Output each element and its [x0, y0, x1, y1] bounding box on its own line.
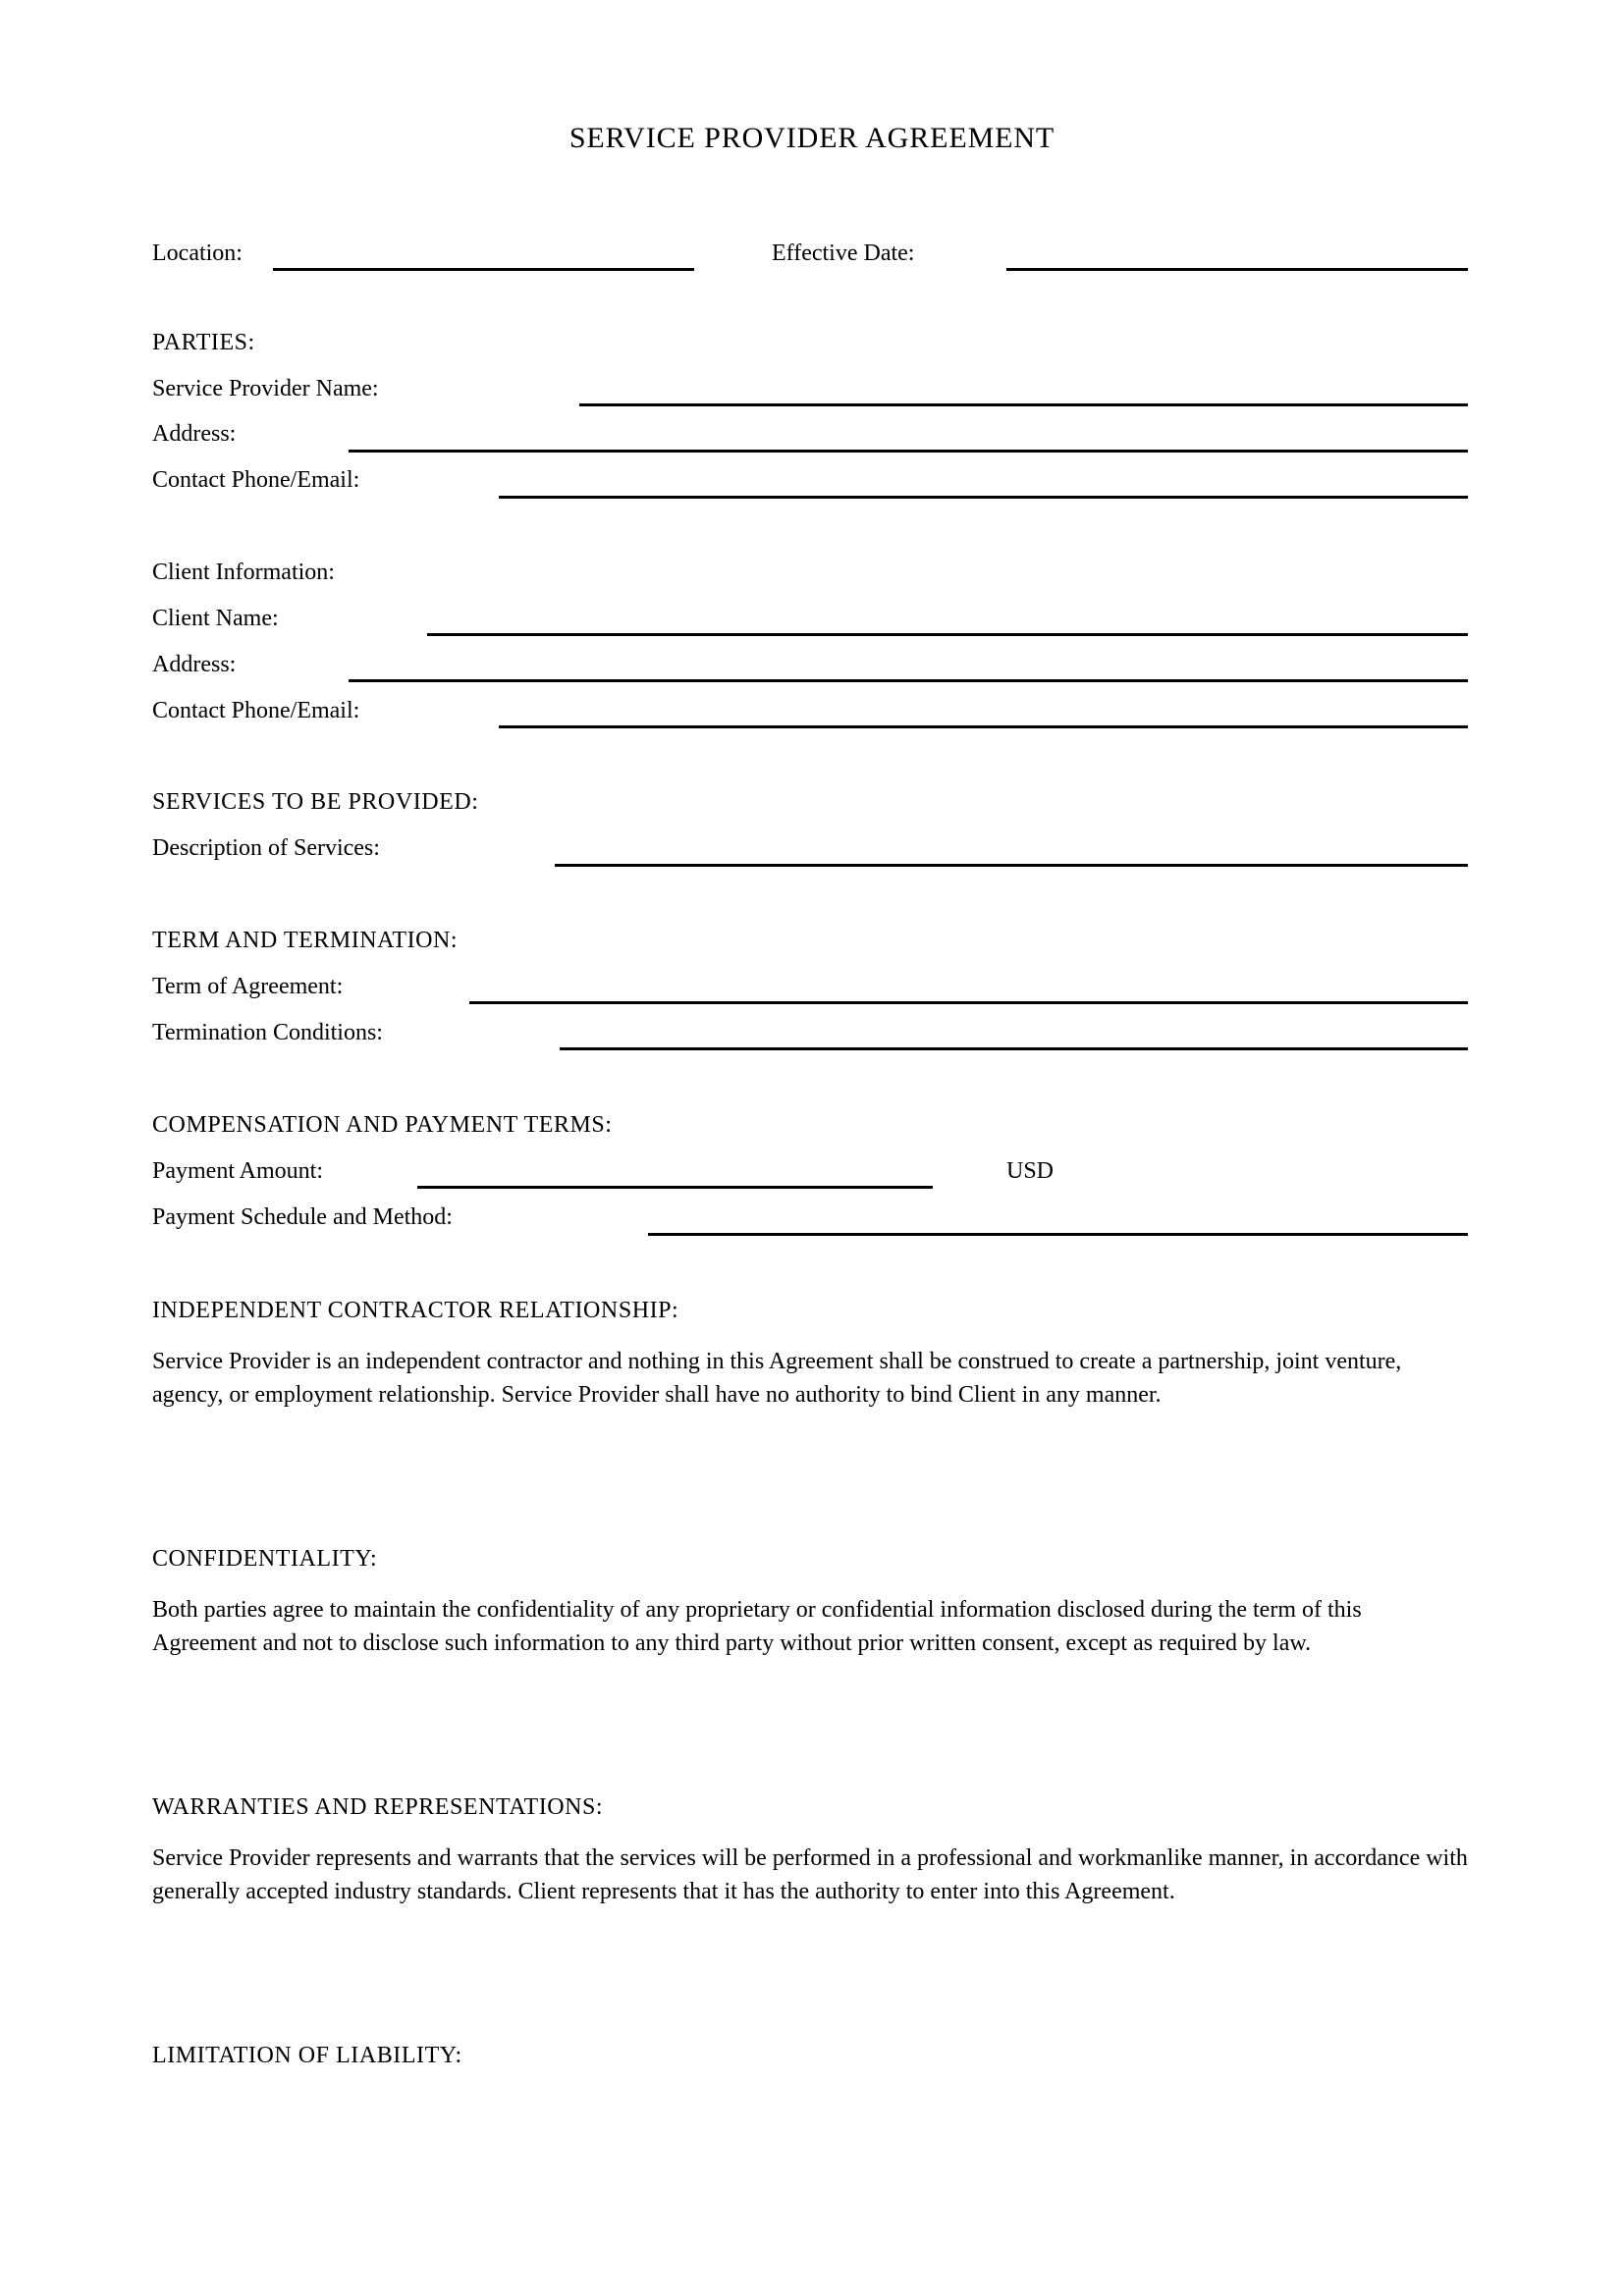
client-name-label: Client Name:: [152, 606, 279, 631]
location-label: Location:: [152, 240, 243, 266]
page-title: SERVICE PROVIDER AGREEMENT: [568, 122, 1056, 154]
provider-name-input-rule[interactable]: [579, 403, 1468, 406]
warranties-body: Service Provider represents and warrants that the services will be performed in a professional and workmanlike manner, in accordance with generally accepted industry standards. Client represents that it has the authority to enter into this Agreement.: [152, 1845, 1468, 1904]
payment-amount-label: Payment Amount:: [152, 1158, 323, 1184]
termination-conditions-label: Termination Conditions:: [152, 1020, 383, 1045]
effective-date-label: Effective Date:: [772, 240, 915, 266]
client-address-input-rule[interactable]: [349, 679, 1468, 682]
section-heading-confidentiality: CONFIDENTIALITY:: [152, 1546, 378, 1572]
client-contact-input-rule[interactable]: [499, 725, 1468, 728]
effective-date-input-rule[interactable]: [1006, 268, 1468, 271]
section-heading-parties: PARTIES:: [152, 330, 255, 355]
description-of-services-input-rule[interactable]: [555, 864, 1468, 867]
provider-address-label: Address:: [152, 421, 237, 447]
client-address-label: Address:: [152, 652, 237, 677]
client-contact-label: Contact Phone/Email:: [152, 698, 360, 723]
section-heading-independent-contractor: INDEPENDENT CONTRACTOR RELATIONSHIP:: [152, 1298, 679, 1323]
term-of-agreement-input-rule[interactable]: [469, 1001, 1468, 1004]
payment-schedule-input-rule[interactable]: [648, 1233, 1468, 1236]
section-heading-compensation: COMPENSATION AND PAYMENT TERMS:: [152, 1112, 613, 1138]
client-name-input-rule[interactable]: [427, 633, 1468, 636]
confidentiality-body: Both parties agree to maintain the confidentiality of any proprietary or confidential information disclosed during the term of this Agreement and not to disclose such information to any third party without prior written consent, except as required by law.: [152, 1597, 1362, 1656]
section-heading-limitation-of-liability: LIMITATION OF LIABILITY:: [152, 2043, 462, 2068]
payment-schedule-label: Payment Schedule and Method:: [152, 1204, 453, 1230]
section-heading-services: SERVICES TO BE PROVIDED:: [152, 789, 479, 815]
section-heading-term: TERM AND TERMINATION:: [152, 928, 459, 953]
client-information-label: Client Information:: [152, 560, 335, 585]
location-input-rule[interactable]: [273, 268, 694, 271]
section-heading-warranties: WARRANTIES AND REPRESENTATIONS:: [152, 1794, 604, 1820]
description-of-services-label: Description of Services:: [152, 835, 380, 861]
independent-contractor-body: Service Provider is an independent contractor and nothing in this Agreement shall be construed to create a partnership, joint venture, agency, or employment relationship. Service Provider shall have no authority to bind Client in any manner.: [152, 1349, 1402, 1408]
provider-address-input-rule[interactable]: [349, 450, 1468, 453]
termination-conditions-input-rule[interactable]: [560, 1047, 1468, 1050]
provider-contact-input-rule[interactable]: [499, 496, 1468, 499]
payment-amount-input-rule[interactable]: [417, 1186, 933, 1189]
currency-label: USD: [1006, 1158, 1055, 1184]
provider-name-label: Service Provider Name:: [152, 376, 379, 401]
provider-contact-label: Contact Phone/Email:: [152, 467, 360, 493]
term-of-agreement-label: Term of Agreement:: [152, 974, 344, 999]
